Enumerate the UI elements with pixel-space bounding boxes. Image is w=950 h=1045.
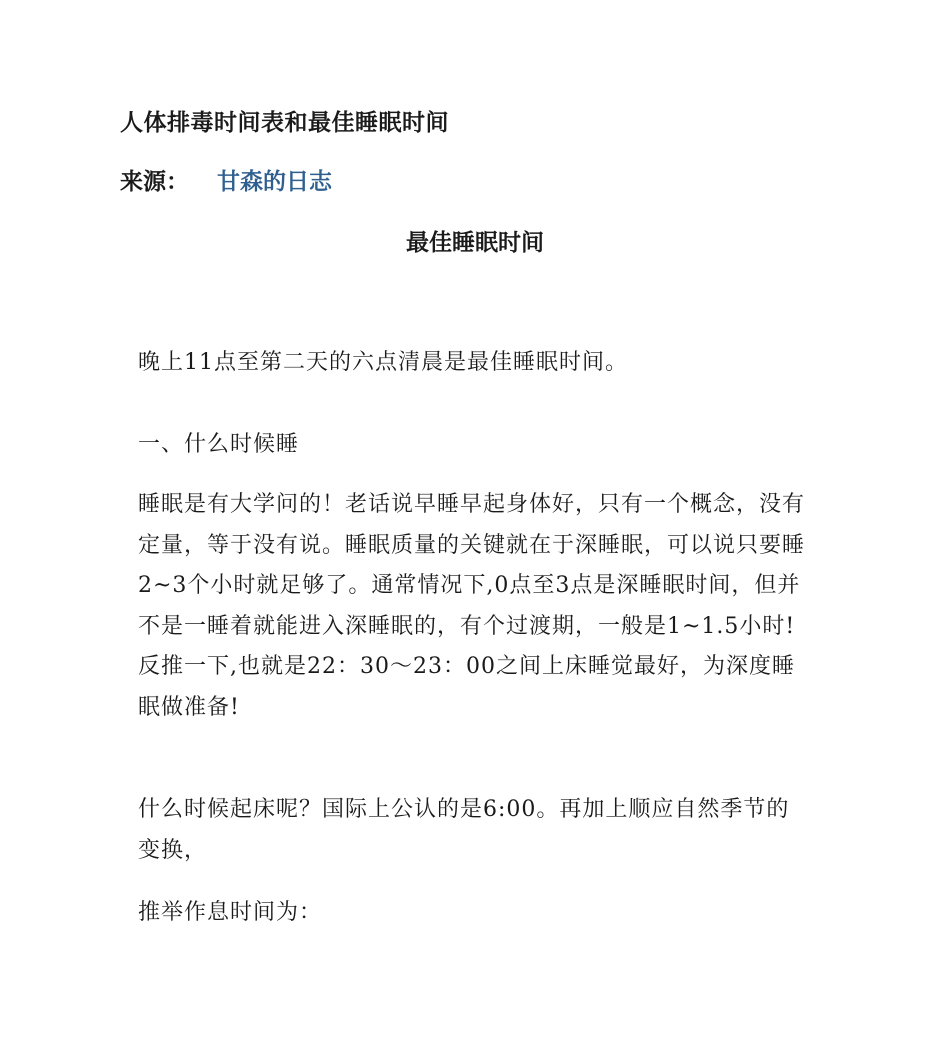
main-paragraph: 睡眠是有大学问的！老话说早睡早起身体好，只有一个概念，没有定量，等于没有说。睡眠质量的关键就在于深睡眠，可以说只要睡2~3个小时就足够了。通常情况下,0点至3点是深睡眠时间，但并不是一睡着就能进入深睡眠的，有个过渡期，一般是1~1.5小时!反推一下,也就是22：30～23：00之间上床睡觉最好，为深度睡眠做准备! [138,492,806,720]
source-label: 来源： [120,169,189,195]
wake-paragraph: 什么时候起床呢？国际上公认的是6:00。再加上顺应自然季节的变换， [138,797,790,863]
source-line [120,163,332,196]
section-heading: 一、什么时候睡 [138,432,300,457]
source-link[interactable]: 甘森的日志 [217,169,332,195]
intro-paragraph: 晚上11点至第二天的六点清晨是最佳睡眠时间。 [138,350,628,375]
document-title: 人体排毒时间表和最佳睡眠时间 [120,110,449,136]
section-title: 最佳睡眠时间 [406,230,544,256]
recommend-paragraph: 推举作息时间为： [138,900,323,925]
